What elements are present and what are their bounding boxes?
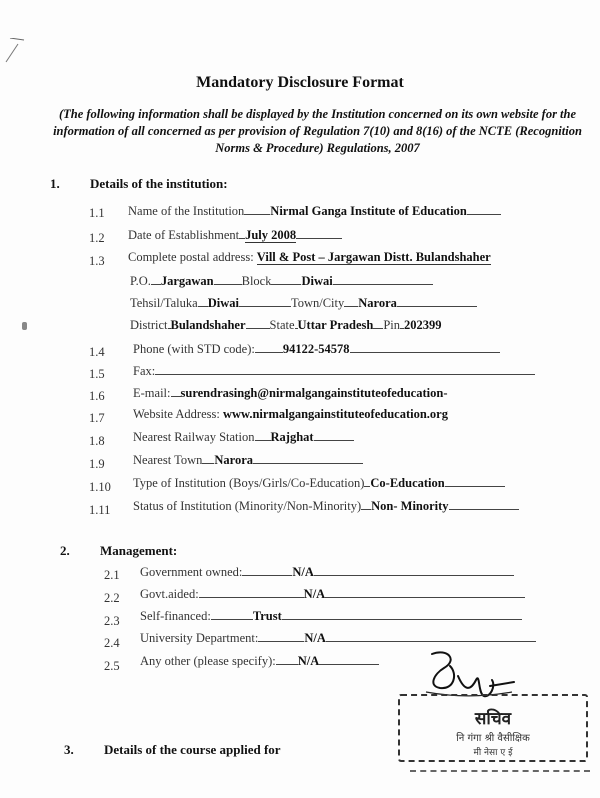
address-district-state-pin [130,318,442,333]
field-label: University Department: [140,631,259,645]
section-3-heading: Details of the course applied for [104,742,281,757]
field-value: Narora [214,453,254,467]
official-stamp [398,694,588,762]
item-number: 2.2 [104,591,120,605]
field-label: Website Address: [133,407,220,421]
state-value: Uttar Pradesh [297,318,374,332]
field-value: N/A [303,587,326,601]
field-institution-type [133,476,505,491]
scan-edge-dash [410,770,590,772]
field-value: N/A [292,565,314,579]
item-number: 1.10 [89,480,111,494]
field-nearest-town [133,453,363,468]
po-value: Jargawan [160,274,214,288]
pin-label: Pin [383,318,401,332]
field-value: Co-Education [370,476,445,490]
item-number: 1.1 [89,206,105,220]
item-number: 2.5 [104,659,120,673]
field-label: Name of the Institution [128,204,245,218]
field-value: N/A [297,654,320,668]
stamp-line-3: मी नेसा ए ई [473,748,513,758]
state-label: State [269,318,295,332]
item-number: 1.2 [89,231,105,245]
district-label: District [130,318,168,332]
item-number: 1.3 [89,254,105,268]
item-number: 1.6 [89,389,105,403]
field-label: Self-financed: [140,609,211,623]
item-number: 1.4 [89,345,105,359]
document-intro: (The following information shall be displayed by the Institution concerned on its own website for the information of all concerned as per provision of Regulation 7(10) and 8(16) of the NCTE (Recognition Norms & Procedure) Regulations, 2007 [53,107,582,155]
section-1-number: 1. [50,176,60,191]
field-value: Rajghat [270,430,314,444]
block-label: Block [241,274,272,288]
scan-speck [22,322,27,330]
field-phone [133,342,500,357]
field-self-financed [140,609,522,624]
tehsil-value: Diwai [207,296,239,310]
item-number: 2.1 [104,568,120,582]
field-email [133,386,447,401]
section-2-heading: Management: [100,543,178,558]
field-label: Phone (with STD code): [133,342,255,356]
district-value: Bulandshaher [170,318,246,332]
field-establishment-date [128,228,342,243]
section-2-number: 2. [60,543,70,558]
section-1-heading: Details of the institution: [90,176,228,191]
pin-value: 202399 [404,318,442,332]
document-title: Mandatory Disclosure Format [196,74,404,91]
field-any-other [140,654,379,669]
item-number: 2.3 [104,614,120,628]
field-university-department [140,631,536,646]
item-number: 1.8 [89,434,105,448]
field-value: www.nirmalgangainstituteofeducation.org [222,407,448,421]
town-label: Town/City [290,296,345,310]
field-value: 94122-54578 [282,342,350,356]
tehsil-label: Tehsil/Taluka [130,296,198,310]
field-institution-name [128,204,501,219]
field-label: Govt.aided: [140,587,199,601]
field-label: Status of Institution (Minority/Non-Minority) [133,499,362,513]
scan-mark-lines [4,38,44,78]
address-tehsil-town [130,296,477,311]
town-value: Narora [358,296,397,310]
item-number: 1.5 [89,367,105,381]
field-value: Non- Minority [371,499,449,513]
field-government-owned [140,565,514,580]
field-label: Government owned: [140,565,243,579]
field-label: Any other (please specify): [140,654,276,668]
field-value: Trust [252,609,282,623]
field-value: Nirmal Ganga Institute of Education [270,204,467,218]
field-value: Vill & Post – Jargawan Distt. Bulandshaher [256,250,491,264]
field-label: Date of Establishment [128,228,240,242]
field-value: N/A [304,631,326,645]
field-railway-station [133,430,354,445]
item-number: 1.9 [89,457,105,471]
field-value: July 2008 [245,228,297,242]
item-number: 1.11 [89,503,111,517]
po-label: P.O. [130,274,151,288]
field-fax [133,364,535,379]
field-label: Nearest Town [133,453,203,467]
field-govt-aided [140,587,525,602]
stamp-title: सचिव [474,709,512,729]
item-number: 2.4 [104,636,120,650]
block-value: Diwai [301,274,333,288]
field-value: surendrasingh@nirmalgangainstituteofeducation- [180,386,448,400]
field-postal-address [128,250,491,265]
stamp-line-2: नि गंगा श्री वैसीक्षिक [456,733,530,744]
address-po-block [130,274,433,289]
field-label: E-mail: [133,386,171,400]
field-institution-status [133,499,519,514]
field-label: Nearest Railway Station [133,430,255,444]
section-3-number: 3. [64,742,74,757]
field-website [133,407,448,422]
item-number: 1.7 [89,411,105,425]
field-label: Complete postal address: [128,250,254,264]
field-label: Fax: [133,364,156,378]
field-label: Type of Institution (Boys/Girls/Co-Education) [133,476,365,490]
